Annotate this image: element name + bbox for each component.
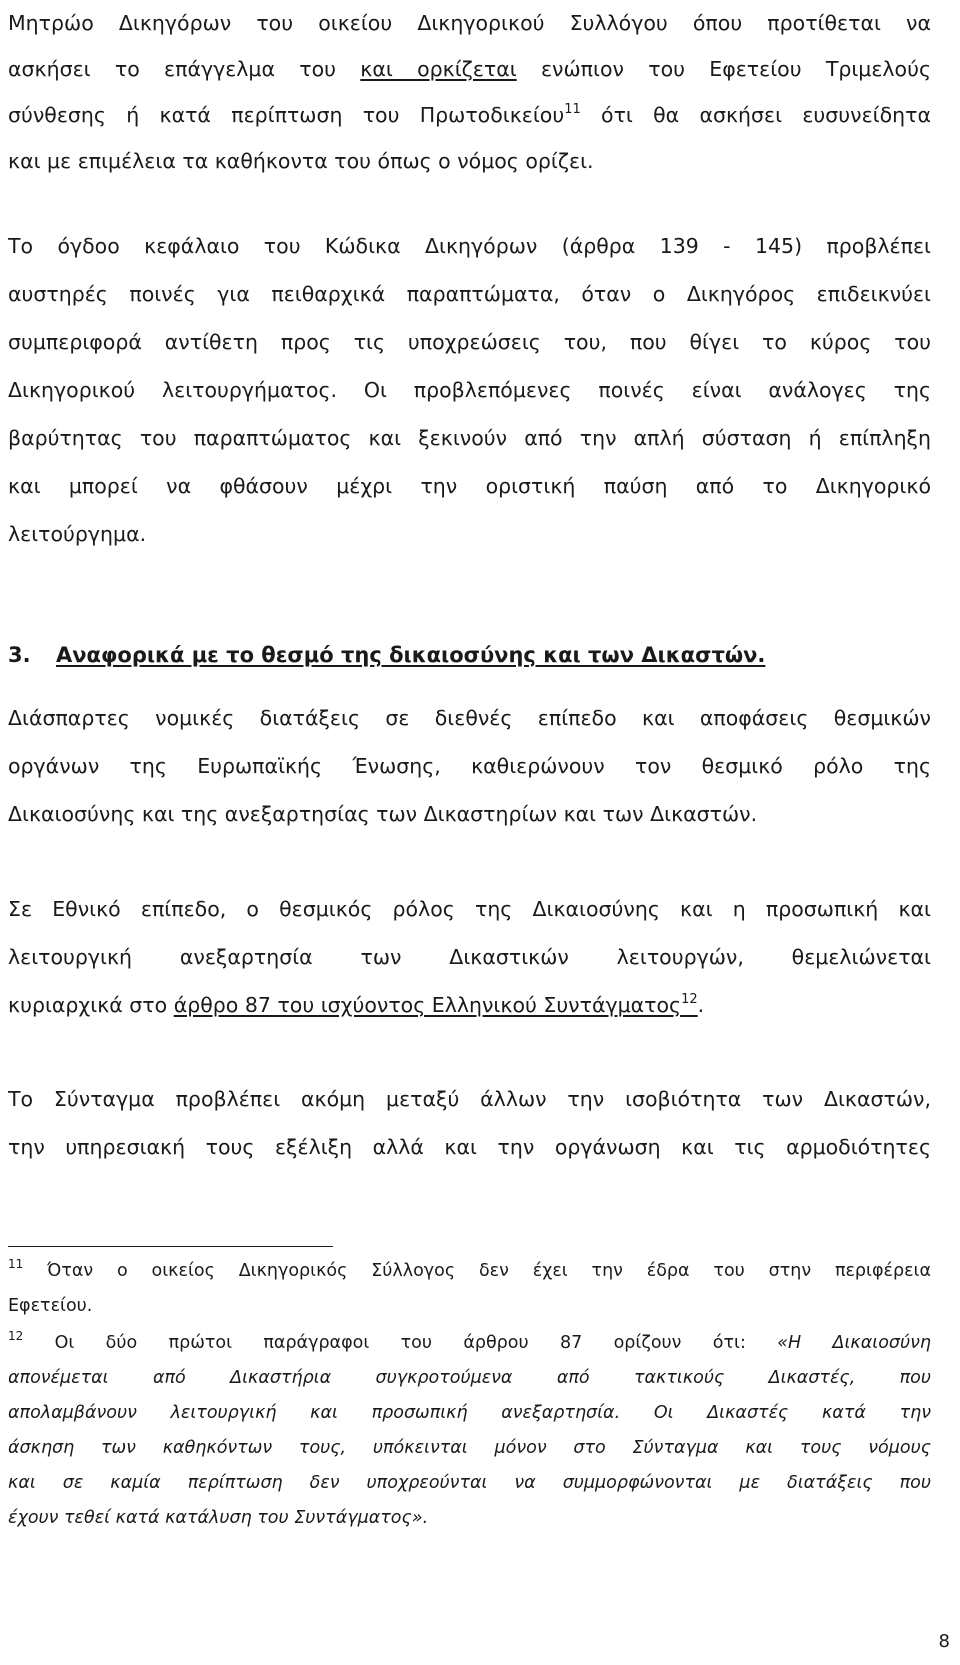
text-line: και μπορεί να φθάσουν μέχρι την οριστική παύση από το Δικηγορικό — [8, 474, 931, 498]
text-line — [8, 92, 931, 138]
text-line — [8, 1254, 931, 1289]
paragraph-international-provisions — [8, 694, 931, 838]
text-line — [8, 46, 931, 92]
text-span: ότι θα ασκήσει ευσυνείδητα — [580, 103, 931, 127]
text-line: έχουν τεθεί κατά κατάλυση του Συντάγματος». — [8, 1508, 429, 1528]
text-line: Σε Εθνικό επίπεδο, ο θεσμικός ρόλος της Δικαιοσύνης και η προσωπική και — [8, 897, 931, 921]
text-line: λειτούργημα. — [8, 522, 147, 546]
italic-quote: «Η Δικαιοσύνη — [777, 1333, 931, 1353]
paragraph-lawyer-oath — [8, 0, 931, 184]
text-line: συμπεριφορά αντίθετη προς τις υποχρεώσεις του, που θίγει το κύρος του — [8, 330, 931, 354]
text-line: την υπηρεσιακή τους εξέλιξη αλλά και την οργάνωση και τις αρμοδιότητες — [8, 1135, 931, 1159]
underlined-article-ref: άρθρο 87 του ισχύοντος Ελληνικού Συντάγματος — [173, 993, 682, 1017]
text-line: Εφετείου. — [8, 1296, 93, 1316]
text-span: σύνθεσης ή κατά περίπτωση του Πρωτοδικείου — [8, 103, 565, 127]
text-span: ενώπιον του Εφετείου Τριμελούς — [516, 57, 931, 81]
text-span: ασκήσει το επάγγελμα του — [8, 57, 361, 81]
paragraph-disciplinary-penalties — [8, 222, 931, 558]
underlined-text: και ορκίζεται — [360, 57, 517, 81]
text-span: . — [697, 993, 705, 1017]
text-span: κυριαρχικά στο — [8, 993, 174, 1017]
footnote-number: 11 — [8, 1257, 24, 1271]
text-line: Δικηγορικού λειτουργήματος. Οι προβλεπόμενες ποινές είναι ανάλογες της — [8, 378, 931, 402]
text-line: Διάσπαρτες νομικές διατάξεις σε διεθνές επίπεδο και αποφάσεις θεσμικών — [8, 706, 931, 730]
text-line: Το Σύνταγμα προβλέπει ακόμη μεταξύ άλλων την ισοβιότητα των Δικαστών, — [8, 1087, 931, 1111]
text-line: απονέμεται από Δικαστήρια συγκροτούμενα από τακτικούς Δικαστές, που — [8, 1368, 931, 1388]
underlined-text — [174, 993, 698, 1017]
text-line: Δικαιοσύνης και της ανεξαρτησίας των Δικαστηρίων και των Δικαστών. — [8, 802, 758, 826]
footnote-ref-11[interactable]: 11 — [564, 102, 581, 117]
text-line: λειτουργική ανεξαρτησία των Δικαστικών λειτουργών, θεμελιώνεται — [8, 945, 931, 969]
text-line: Το όγδοο κεφάλαιο του Κώδικα Δικηγόρων (άρθρα 139 - 145) προβλέπει — [8, 234, 931, 258]
section-title: Αναφορικά με το θεσμό της δικαιοσύνης και των Δικαστών. — [56, 643, 766, 667]
text-line: αυστηρές ποινές για πειθαρχικά παραπτώματα, όταν ο Δικηγόρος επιδεικνύει — [8, 282, 931, 306]
text-line — [8, 981, 931, 1029]
footnote-separator — [8, 1246, 333, 1247]
footnote-11 — [8, 1254, 931, 1324]
footnote-number: 12 — [8, 1329, 24, 1343]
text-line: άσκηση των καθηκόντων τους, υπόκεινται μόνον στο Σύνταγμα και τους νόμους — [8, 1438, 931, 1458]
text-line: οργάνων της Ευρωπαϊκής Ένωσης, καθιερώνουν τον θεσμικό ρόλο της — [8, 754, 931, 778]
section-number: 3. — [8, 643, 31, 667]
text-line: απολαμβάνουν λειτουργική και προσωπική ανεξαρτησία. Οι Δικαστές κατά την — [8, 1403, 931, 1423]
footnote-ref-12[interactable]: 12 — [681, 992, 698, 1007]
text-line: Μητρώο Δικηγόρων του οικείου Δικηγορικού Συλλόγου όπου προτίθεται να — [8, 11, 931, 35]
footnote-12 — [8, 1326, 931, 1536]
paragraph-constitution — [8, 1075, 931, 1171]
page-number: 8 — [938, 1631, 950, 1652]
text-line: βαρύτητας του παραπτώματος και ξεκινούν από την απλή σύσταση ή επίπληξη — [8, 426, 931, 450]
text-span: Οι δύο πρώτοι παράγραφοι του άρθρου 87 ορίζουν ότι: — [23, 1333, 778, 1353]
text-line: και με επιμέλεια τα καθήκοντα του όπως ο νόμος ορίζει. — [8, 149, 594, 173]
text-span: Όταν ο οικείος Δικηγορικός Σύλλογος δεν έχει την έδρα του στην περιφέρεια — [23, 1261, 931, 1281]
section-heading — [8, 640, 765, 670]
text-line — [8, 1326, 931, 1361]
text-line: και σε καμία περίπτωση δεν υποχρεούνται να συμμορφώνονται με διατάξεις που — [8, 1473, 931, 1493]
paragraph-national-level — [8, 885, 931, 1029]
